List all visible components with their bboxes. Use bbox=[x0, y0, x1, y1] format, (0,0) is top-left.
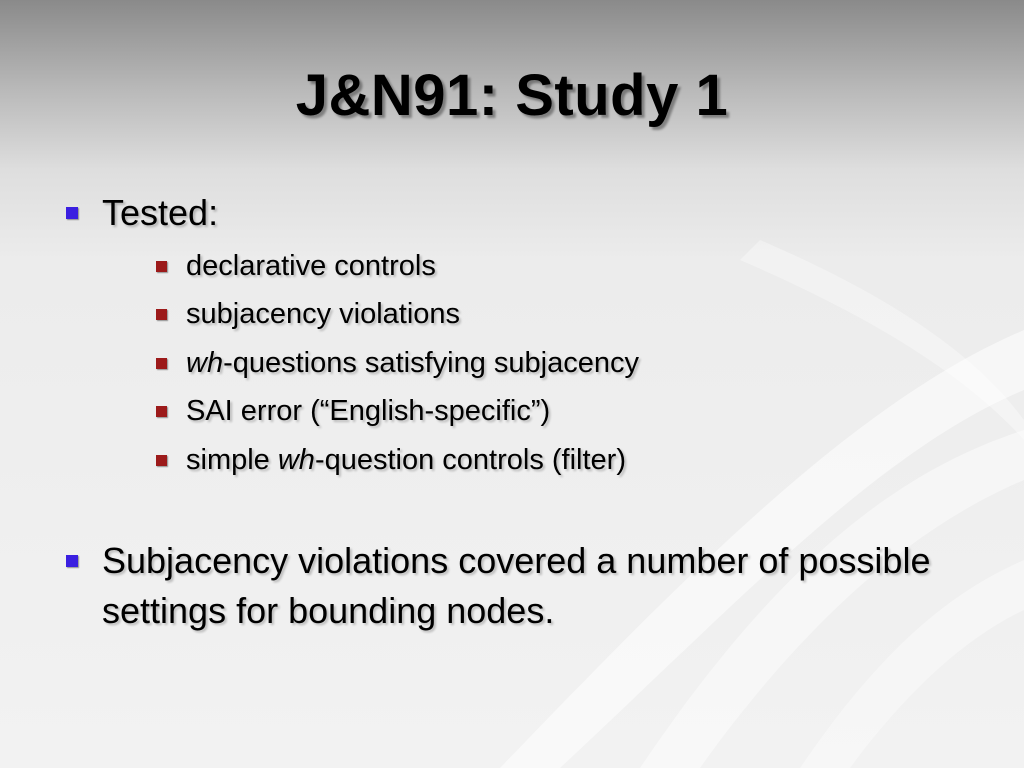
bullet-text: Subjacency violations covered a number of possible settings for bounding nodes. bbox=[102, 540, 931, 631]
text-run: -questions satisfying subjacency bbox=[223, 346, 639, 379]
sub-bullet-text bbox=[186, 395, 550, 427]
bullet-text: Tested: bbox=[102, 192, 219, 233]
square-bullet-icon bbox=[156, 455, 167, 466]
sub-bullet-list bbox=[102, 242, 962, 485]
square-bullet-icon bbox=[66, 555, 78, 567]
sub-bullet-item bbox=[102, 290, 962, 339]
square-bullet-icon bbox=[156, 309, 167, 320]
square-bullet-icon bbox=[156, 406, 167, 417]
sub-bullet-text bbox=[186, 347, 639, 379]
square-bullet-icon bbox=[156, 261, 167, 272]
slide-title: J&N91: Study 1 bbox=[295, 63, 729, 128]
sub-bullet-item bbox=[102, 242, 962, 291]
text-run: -question controls (filter) bbox=[314, 443, 626, 476]
sub-bullet-text bbox=[186, 250, 436, 282]
sub-bullet-item bbox=[102, 436, 962, 485]
sub-bullet-item bbox=[102, 339, 962, 388]
italic-term: wh bbox=[277, 443, 315, 476]
bullet-item bbox=[62, 536, 962, 635]
sub-bullet-item bbox=[102, 387, 962, 436]
text-run: declarative controls bbox=[186, 249, 436, 282]
square-bullet-icon bbox=[66, 207, 78, 219]
italic-term: wh bbox=[186, 346, 224, 379]
bullet-item bbox=[62, 188, 962, 484]
text-run: subjacency violations bbox=[186, 298, 461, 331]
bullet-list bbox=[62, 188, 962, 636]
text-run: simple bbox=[186, 443, 278, 476]
bullet-spacer bbox=[62, 484, 962, 536]
square-bullet-icon bbox=[156, 358, 167, 369]
text-run: SAI error (“English-specific”) bbox=[186, 395, 551, 428]
sub-bullet-text bbox=[186, 298, 460, 330]
sub-bullet-text bbox=[186, 444, 626, 476]
